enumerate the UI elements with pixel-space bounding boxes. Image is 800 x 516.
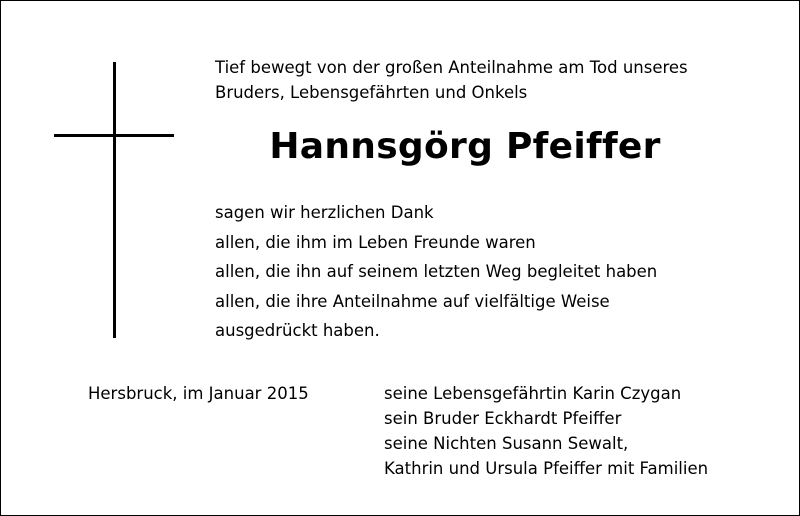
- thanks-line: sagen wir herzlichen Dank: [215, 203, 434, 222]
- thanks-line: allen, die ihn auf seinem letzten Weg begleitet haben: [215, 262, 658, 281]
- signer-line: Kathrin und Ursula Pfeiffer mit Familien: [384, 459, 709, 478]
- thanks-line: allen, die ihre Anteilnahme auf vielfältige Weise: [215, 291, 610, 311]
- thanks-line: allen, die ihm im Leben Freunde waren: [215, 232, 536, 252]
- signers-list: [384, 381, 784, 481]
- cross-vertical-bar: [113, 62, 116, 338]
- signer-line: sein Bruder Eckhardt Pfeiffer: [384, 409, 622, 428]
- signer-line: seine Lebensgefährtin Karin Czygan: [384, 384, 682, 403]
- signer-line: seine Nichten Susann Sewalt,: [384, 434, 629, 453]
- intro-text: [215, 55, 775, 105]
- intro-line: Tief bewegt von der großen Anteilnahme am Tod unseres: [215, 58, 688, 77]
- thanks-text: [215, 198, 775, 346]
- thanks-line: ausgedrückt haben.: [215, 321, 380, 340]
- place-and-date: Hersbruck, im Januar 2015: [88, 384, 309, 403]
- intro-line: Bruders, Lebensgefährten und Onkels: [215, 83, 528, 102]
- deceased-name: Hannsgörg Pfeiffer: [269, 126, 661, 167]
